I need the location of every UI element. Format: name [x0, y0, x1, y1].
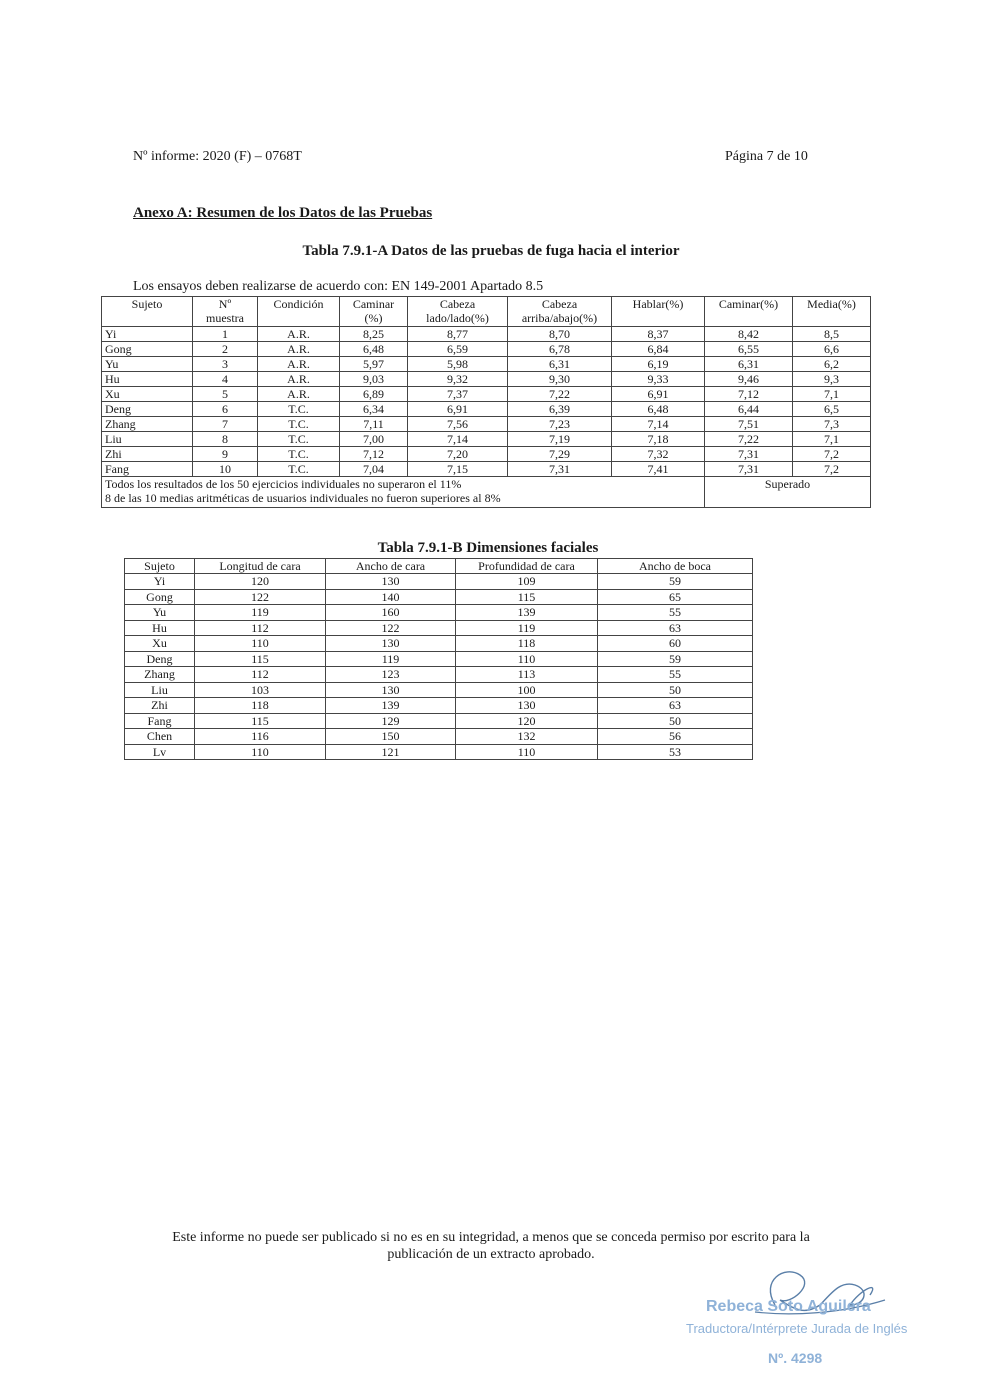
table-row [125, 574, 753, 590]
subject-cell: Hu [125, 620, 195, 636]
value-cell: 110 [456, 744, 598, 760]
page-number: Página 7 de 10 [725, 149, 808, 164]
value-cell: 130 [326, 636, 456, 652]
value-cell: 130 [456, 698, 598, 714]
value-cell: 6,5 [793, 402, 871, 417]
value-cell: 6,59 [408, 342, 508, 357]
table-row [102, 327, 871, 342]
value-cell: 8,37 [612, 327, 705, 342]
col-header-sample: Nº muestra [193, 297, 258, 327]
value-cell: 5 [193, 387, 258, 402]
col-header-mouth-width: Ancho de boca [598, 559, 753, 574]
value-cell: 119 [195, 605, 326, 621]
table-a-title: Tabla 7.9.1-A Datos de las pruebas de fuga hacia el interior [302, 243, 680, 259]
value-cell: 60 [598, 636, 753, 652]
table-a-header-row [102, 297, 871, 327]
value-cell: T.C. [258, 432, 340, 447]
value-cell: 139 [456, 605, 598, 621]
value-cell: 109 [456, 574, 598, 590]
value-cell: 160 [326, 605, 456, 621]
col-header-face-width: Ancho de cara [326, 559, 456, 574]
table-row [125, 605, 753, 621]
subject-cell: Zhang [102, 417, 193, 432]
col-header-face-length: Longitud de cara [195, 559, 326, 574]
value-cell: 3 [193, 357, 258, 372]
value-cell: 6,78 [508, 342, 612, 357]
stamp-name: Rebeca Soto Aguilera [706, 1298, 871, 1315]
col-header-subject: Sujeto [102, 297, 193, 327]
value-cell: 9 [193, 447, 258, 462]
subject-cell: Yi [102, 327, 193, 342]
subject-cell: Xu [125, 636, 195, 652]
value-cell: 7,19 [508, 432, 612, 447]
table-row [125, 636, 753, 652]
col-header-head-updown: Cabeza arriba/abajo(%) [508, 297, 612, 327]
value-cell: 6,6 [793, 342, 871, 357]
subject-cell: Hu [102, 372, 193, 387]
subject-cell: Yi [125, 574, 195, 590]
table-row [125, 651, 753, 667]
value-cell: 7,22 [705, 432, 793, 447]
value-cell: 7 [193, 417, 258, 432]
value-cell: 7,11 [340, 417, 408, 432]
value-cell: 110 [195, 636, 326, 652]
value-cell: 7,37 [408, 387, 508, 402]
value-cell: 7,31 [508, 462, 612, 477]
value-cell: 123 [326, 667, 456, 683]
table-row [102, 372, 871, 387]
value-cell: 56 [598, 729, 753, 745]
subject-cell: Deng [102, 402, 193, 417]
value-cell: T.C. [258, 417, 340, 432]
col-header-walk2: Caminar(%) [705, 297, 793, 327]
value-cell: 6,44 [705, 402, 793, 417]
value-cell: 121 [326, 744, 456, 760]
value-cell: 7,18 [612, 432, 705, 447]
value-cell: 10 [193, 462, 258, 477]
conclusion-line-2: 8 de las 10 medias aritméticas de usuarios individuales no fueron superiores al 8% [105, 491, 501, 505]
value-cell: A.R. [258, 387, 340, 402]
table-row [125, 744, 753, 760]
annex-title: Anexo A: Resumen de los Datos de las Pruebas [133, 205, 433, 221]
value-cell: 7,41 [612, 462, 705, 477]
value-cell: T.C. [258, 402, 340, 417]
value-cell: 103 [195, 682, 326, 698]
table-b-header-row [125, 559, 753, 574]
value-cell: 59 [598, 651, 753, 667]
value-cell: 1 [193, 327, 258, 342]
table-row [102, 402, 871, 417]
value-cell: 7,14 [612, 417, 705, 432]
facial-dimensions-table [124, 558, 753, 760]
subject-cell: Gong [102, 342, 193, 357]
stamp-number: Nº. 4298 [768, 1350, 823, 1366]
value-cell: 7,15 [408, 462, 508, 477]
value-cell: 7,51 [705, 417, 793, 432]
value-cell: 7,20 [408, 447, 508, 462]
value-cell: 7,32 [612, 447, 705, 462]
value-cell: 6,2 [793, 357, 871, 372]
report-number: Nº informe: 2020 (F) – 0768T [133, 149, 302, 164]
value-cell: 7,1 [793, 432, 871, 447]
value-cell: 7,3 [793, 417, 871, 432]
subject-cell: Xu [102, 387, 193, 402]
value-cell: 7,04 [340, 462, 408, 477]
value-cell: T.C. [258, 462, 340, 477]
value-cell: 6,91 [408, 402, 508, 417]
value-cell: 8,77 [408, 327, 508, 342]
value-cell: 50 [598, 713, 753, 729]
value-cell: 119 [326, 651, 456, 667]
subject-cell: Fang [125, 713, 195, 729]
value-cell: 113 [456, 667, 598, 683]
value-cell: 7,12 [340, 447, 408, 462]
value-cell: 115 [195, 651, 326, 667]
value-cell: 130 [326, 574, 456, 590]
value-cell: 6,34 [340, 402, 408, 417]
subject-cell: Gong [125, 589, 195, 605]
col-header-face-depth: Profundidad de cara [456, 559, 598, 574]
value-cell: 50 [598, 682, 753, 698]
col-header-talk: Hablar(%) [612, 297, 705, 327]
value-cell: 7,31 [705, 447, 793, 462]
value-cell: 139 [326, 698, 456, 714]
table-row [102, 342, 871, 357]
value-cell: 7,14 [408, 432, 508, 447]
value-cell: 2 [193, 342, 258, 357]
stamp-title: Traductora/Intérprete Jurada de Inglés [686, 1321, 908, 1336]
value-cell: 63 [598, 698, 753, 714]
value-cell: 7,2 [793, 447, 871, 462]
value-cell: 120 [456, 713, 598, 729]
value-cell: 9,32 [408, 372, 508, 387]
value-cell: 115 [456, 589, 598, 605]
value-cell: 100 [456, 682, 598, 698]
subject-cell: Liu [102, 432, 193, 447]
value-cell: 6,19 [612, 357, 705, 372]
table-row [125, 713, 753, 729]
subject-cell: Chen [125, 729, 195, 745]
table-a-conclusions [102, 477, 705, 508]
col-header-mean: Media(%) [793, 297, 871, 327]
value-cell: 6,31 [508, 357, 612, 372]
table-row [102, 462, 871, 477]
value-cell: A.R. [258, 342, 340, 357]
value-cell: 116 [195, 729, 326, 745]
value-cell: 9,46 [705, 372, 793, 387]
value-cell: 110 [456, 651, 598, 667]
value-cell: 7,22 [508, 387, 612, 402]
table-row [102, 417, 871, 432]
table-row [125, 667, 753, 683]
value-cell: 118 [456, 636, 598, 652]
value-cell: 6,39 [508, 402, 612, 417]
value-cell: 9,30 [508, 372, 612, 387]
value-cell: 5,98 [408, 357, 508, 372]
value-cell: 130 [326, 682, 456, 698]
value-cell: 6,89 [340, 387, 408, 402]
table-a-footer-row [102, 477, 871, 508]
value-cell: 119 [456, 620, 598, 636]
publication-notice-line-2: publicación de un extracto aprobado. [387, 1247, 595, 1262]
table-row [102, 387, 871, 402]
value-cell: 7,1 [793, 387, 871, 402]
value-cell: 7,56 [408, 417, 508, 432]
value-cell: 7,2 [793, 462, 871, 477]
value-cell: 9,3 [793, 372, 871, 387]
value-cell: 8,70 [508, 327, 612, 342]
value-cell: 9,33 [612, 372, 705, 387]
value-cell: 59 [598, 574, 753, 590]
value-cell: T.C. [258, 447, 340, 462]
col-header-head-side: Cabeza lado/lado(%) [408, 297, 508, 327]
value-cell: 140 [326, 589, 456, 605]
table-row [125, 682, 753, 698]
table-row [102, 447, 871, 462]
value-cell: 112 [195, 667, 326, 683]
table-row [125, 698, 753, 714]
value-cell: 7,31 [705, 462, 793, 477]
value-cell: 7,23 [508, 417, 612, 432]
value-cell: 150 [326, 729, 456, 745]
subject-cell: Zhi [102, 447, 193, 462]
value-cell: A.R. [258, 327, 340, 342]
value-cell: 6,84 [612, 342, 705, 357]
value-cell: 6,31 [705, 357, 793, 372]
value-cell: 110 [195, 744, 326, 760]
value-cell: 118 [195, 698, 326, 714]
value-cell: 122 [195, 589, 326, 605]
table-row [125, 620, 753, 636]
value-cell: 132 [456, 729, 598, 745]
value-cell: 8 [193, 432, 258, 447]
value-cell: 122 [326, 620, 456, 636]
value-cell: 5,97 [340, 357, 408, 372]
value-cell: A.R. [258, 357, 340, 372]
subject-cell: Yu [102, 357, 193, 372]
col-header-walk: Caminar (%) [340, 297, 408, 327]
publication-notice-line-1: Este informe no puede ser publicado si no es en su integridad, a menos que se conceda permiso por escrito para la [172, 1230, 810, 1245]
table-row [125, 729, 753, 745]
subject-cell: Yu [125, 605, 195, 621]
subject-cell: Deng [125, 651, 195, 667]
table-a-result: Superado [705, 477, 871, 508]
value-cell: 129 [326, 713, 456, 729]
value-cell: 65 [598, 589, 753, 605]
value-cell: 55 [598, 667, 753, 683]
value-cell: 7,00 [340, 432, 408, 447]
value-cell: 6,91 [612, 387, 705, 402]
table-row [102, 432, 871, 447]
value-cell: 53 [598, 744, 753, 760]
value-cell: 8,42 [705, 327, 793, 342]
value-cell: 7,29 [508, 447, 612, 462]
value-cell: A.R. [258, 372, 340, 387]
table-b-title: Tabla 7.9.1-B Dimensiones faciales [377, 540, 599, 556]
col-header-subject: Sujeto [125, 559, 195, 574]
value-cell: 112 [195, 620, 326, 636]
table-row [125, 589, 753, 605]
value-cell: 120 [195, 574, 326, 590]
subject-cell: Zhang [125, 667, 195, 683]
subject-cell: Fang [102, 462, 193, 477]
value-cell: 4 [193, 372, 258, 387]
value-cell: 6,48 [340, 342, 408, 357]
value-cell: 7,12 [705, 387, 793, 402]
value-cell: 55 [598, 605, 753, 621]
subject-cell: Liu [125, 682, 195, 698]
value-cell: 8,5 [793, 327, 871, 342]
value-cell: 9,03 [340, 372, 408, 387]
value-cell: 6 [193, 402, 258, 417]
value-cell: 115 [195, 713, 326, 729]
leakage-test-table [101, 296, 871, 508]
table-a-note: Los ensayos deben realizarse de acuerdo con: EN 149-2001 Apartado 8.5 [133, 279, 544, 294]
value-cell: 6,48 [612, 402, 705, 417]
value-cell: 6,55 [705, 342, 793, 357]
table-row [102, 357, 871, 372]
col-header-condition: Condición [258, 297, 340, 327]
value-cell: 8,25 [340, 327, 408, 342]
subject-cell: Zhi [125, 698, 195, 714]
value-cell: 63 [598, 620, 753, 636]
conclusion-line-1: Todos los resultados de los 50 ejercicios individuales no superaron el 11% [105, 477, 462, 491]
subject-cell: Lv [125, 744, 195, 760]
